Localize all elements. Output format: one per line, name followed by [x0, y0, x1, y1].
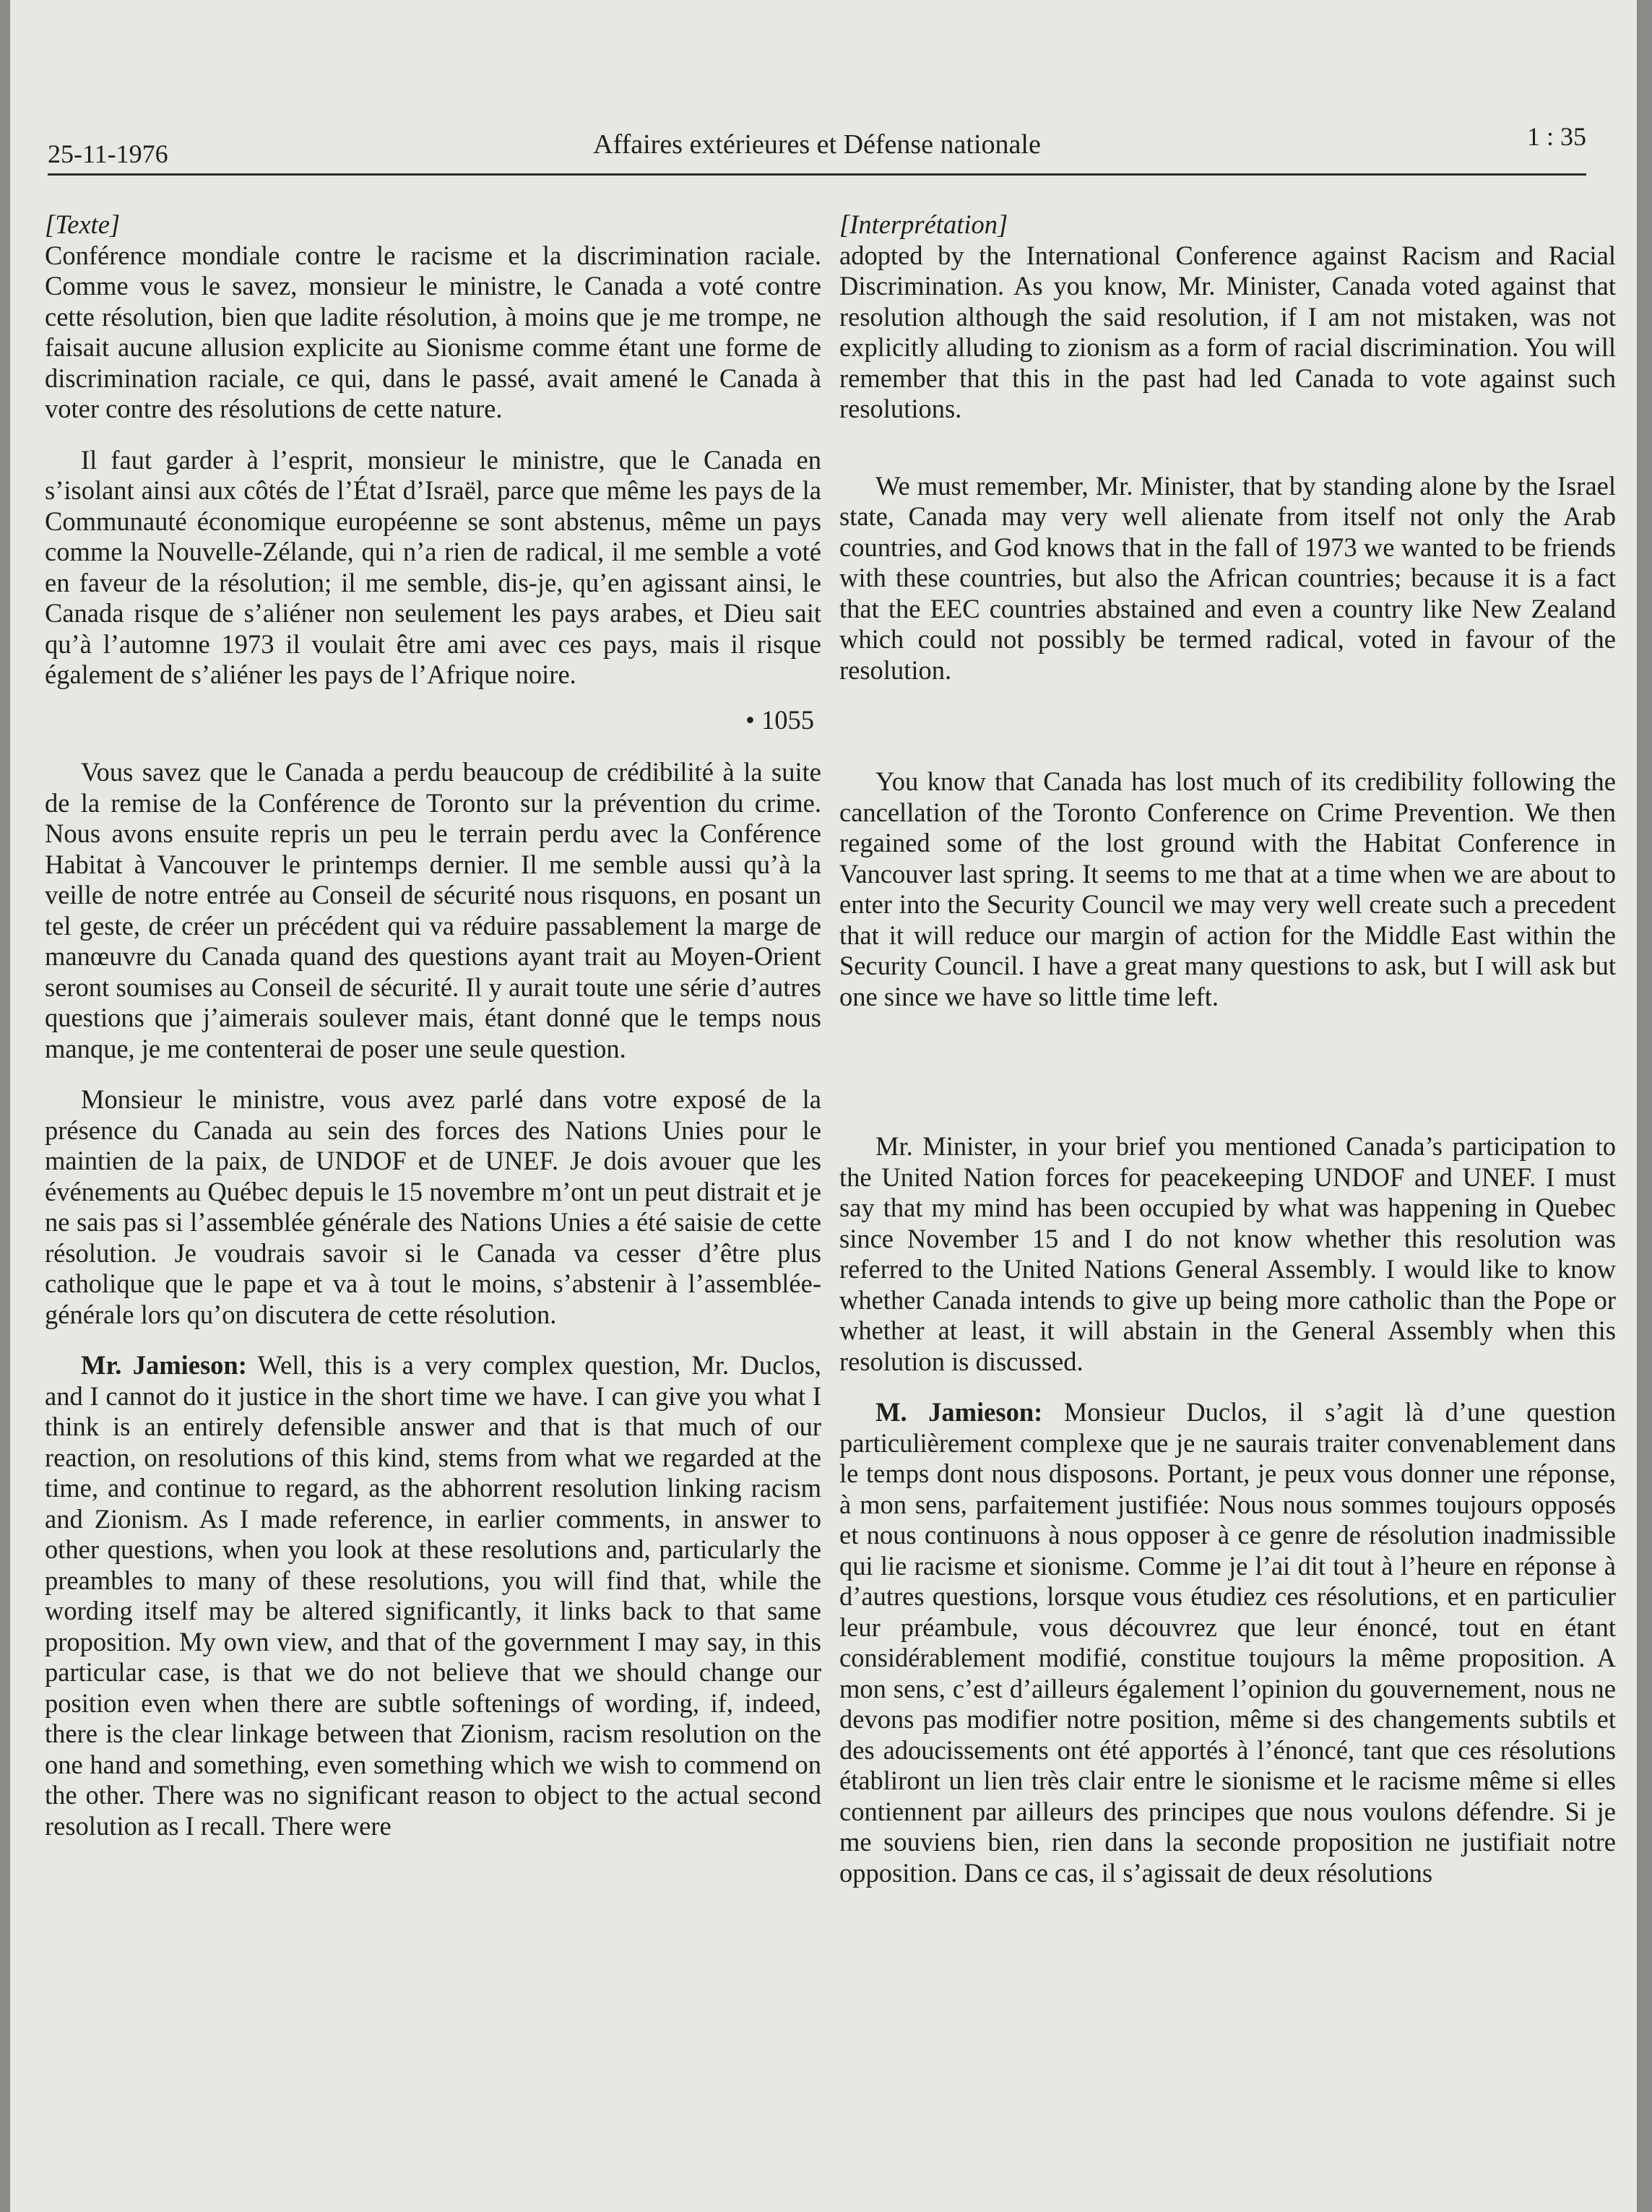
column-label-interpretation: [Interprétation] [839, 209, 1008, 239]
paragraph: adopted by the International Conference against Racism and Racial Discrimination. As you know, Mr. Minister, Canada voted against that resolution although the said resolution, if I am not mistaken, was not explicitly alluding to zionism as a form of racial discrimination. You will remember that this in the past had led Canada to vote against such resolutions. [839, 240, 1616, 423]
running-header [48, 123, 1586, 176]
speaker-name: M. Jamieson: [875, 1397, 1043, 1427]
english-column [839, 209, 1616, 2117]
speech-text: Well, this is a very complex question, Mr. Duclos, and I cannot do it justice in the short time we have. I can give you what I think is an entirely defensible answer and that is that much of our reaction, on resolutions of this kind, stems from what we regarded at the time, and continue to regard, as the abhorrent resolution linking racism and Zionism. As I made reference, in earlier comments, in answer to other questions, when you look at these resolutions and, particularly the preambles to many of these resolutions, you will find that, while the wording itself may be altered significantly, it links back to that same proposition. My own view, and that of the government I may say, in this particular case, is that we do not believe that we should change our position even when there are subtle softenings of wording, if, indeed, there is the clear linkage between that Zionism, racism resolution on the one hand and something, even something which we wish to commend on the other. There was no significant reason to object to the actual second resolution as I recall. There were [45, 1350, 821, 1841]
paragraph: We must remember, Mr. Minister, that by standing alone by the Israel state, Canada may very well alienate from itself not only the Arab countries, and God knows that in the fall of 1973 we wanted to be friends with these countries, but also the African countries; because it is a fact that the EEC countries abstained and even a country like New Zealand which could not possibly be termed radical, voted in favour of the resolution. [839, 470, 1616, 685]
header-page-number: 1 : 35 [1526, 122, 1586, 151]
french-column [45, 209, 821, 2117]
paragraph: Monsieur le ministre, vous avez parlé dans votre exposé de la présence du Canada au sein des forces des Nations Unies pour le maintien de la paix, de UNDOF et de UNEF. Je dois avouer que les événements au Québec depuis le 15 novembre m’ont un peut distrait et je ne sais pas si l’assemblée générale des Nations Unies a été saisie de cette résolution. Je voudrais savoir si le Canada va cesser d’être plus catholique que le pape et va à tout le moins, s’abstenir à l’assemblée-générale lors qu’on discutera de cette résolution. [45, 1084, 821, 1329]
paragraph: You know that Canada has lost much of its credibility following the cancellation of the Toronto Conference on Crime Prevention. We then regained some of the lost ground with the Habitat Conference in Vancouver last spring. It seems to me that at a time when we are about to enter into the Security Council we may very well create such a precedent that it will reduce our margin of action for the Middle East within the Security Council. I have a great many questions to ask, but I will ask but one since we have so little time left. [839, 766, 1616, 1011]
paragraph: Mr. Minister, in your brief you mentioned Canada’s participation to the United Nation forces for peacekeeping UNDOF and UNEF. I must say that my mind has been occupied by what was happening in Quebec since November 15 and I do not know whether this resolution was referred to the United Nations General Assembly. I would like to know whether Canada intends to give up being more catholic than the Pope or whether at least, it will abstain in the General Assembly when this resolution is discussed. [839, 1131, 1616, 1376]
paragraph: Vous savez que le Canada a perdu beaucoup de crédibilité à la suite de la remise de la Conférence de Toronto sur la prévention du crime. Nous avons ensuite repris un peu le terrain perdu avec la Conférence Habitat à Vancouver le printemps dernier. Il me semble aussi qu’à la veille de notre entrée au Conseil de sécurité nous risquons, en posant un tel geste, de créer un précédent qui va réduire passablement la marge de manœuvre du Canada quand des questions ayant trait au Moyen-Orient seront soumises au Conseil de sécurité. Il y aurait toute une série d’autres questions que j’aimerais soulever mais, étant donné que le temps nous manque, je me contenterai de poser une seule question. [45, 757, 821, 1063]
column-label-texte: [Texte] [45, 209, 121, 239]
speaker-paragraph [839, 1397, 1616, 1888]
paragraph: Conférence mondiale contre le racisme et la discrimination raciale. Comme vous le savez, monsieur le ministre, le Canada a voté contre cette résolution, bien que ladite résolution, à moins que je me trompe, ne faisait aucune allusion explicite au Sionisme comme étant une forme de discrimination raciale, ce qui, dans le passé, avait amené le Canada à voter contre des résolutions de cette nature. [45, 240, 821, 423]
time-marker: • 1055 [745, 704, 814, 735]
header-date: 25-11-1976 [48, 139, 168, 168]
header-title: Affaires extérieures et Défense nationale [593, 129, 1041, 160]
speech-text: Monsieur Duclos, il s’agit là d’une question particulièrement complexe que je ne saurais traiter convenablement dans le temps dont nous disposons. Portant, je peux vous donner une réponse, à mon sens, parfaitement justifiée: Nous nous sommes toujours opposés et nous continuons à nous opposer à ce genre de résolution inadmissible qui lie racisme et sionisme. Comme je l’ai dit tout à l’heure en réponse à d’autres questions, lorsque vous étudiez ces résolutions, et en particulier leur préambule, vous découvrez que leur énoncé, tout en étant considérablement modifié, constitue toujours la même proposition. A mon sens, c’est d’ailleurs également l’opinion du gouvernement, nous ne devons pas modifier notre position, même si des changements subtils et des adoucissements ont été apportés à l’énoncé, tant que ces résolutions établiront un lien très clair entre le sionisme et le racisme même si elles contiennent par ailleurs des principes que nous voulons défendre. Si je me souviens bien, rien dans la seconde proposition ne justifiait notre opposition. Dans ce cas, il s’agissait de deux résolutions [839, 1397, 1617, 1888]
speaker-name: Mr. Jamieson: [81, 1350, 247, 1380]
document-page [10, 0, 1637, 2212]
paragraph: Il faut garder à l’esprit, monsieur le ministre, que le Canada en s’isolant ainsi aux côtés de l’État d’Israël, parce que même les pays de la Communauté économique européenne se sont abstenus, même un pays comme la Nouvelle-Zélande, qui n’a rien de radical, il me semble a voté en faveur de la résolution; il me semble, dis-je, qu’en agissant ainsi, le Canada risque de s’aliéner non seulement les pays arabes, et Dieu sait qu’à l’automne 1973 il voulait être ami avec ces pays, mais il risque également de s’aliéner les pays de l’Afrique noire. [45, 444, 821, 689]
speaker-paragraph [45, 1350, 821, 1841]
